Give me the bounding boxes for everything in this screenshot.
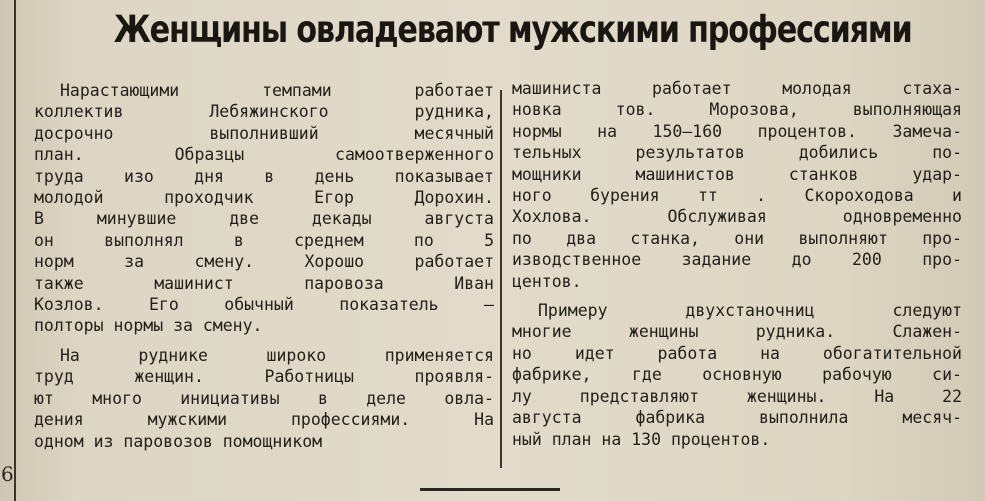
text-line: по два станка, они выполняют про-: [512, 228, 962, 248]
text-line: новка тов. Морозова, выполняющая: [512, 100, 962, 120]
page-edge-rule: [14, 0, 16, 501]
text-line: коллектив Лебяжинского рудника,: [34, 102, 494, 122]
text-line: многие женщины рудника. Слажен-: [512, 322, 962, 342]
text-line: ного бурения тт . Скороходова и: [512, 186, 962, 206]
text-line: ют много инициативы в деле овла-: [34, 388, 494, 408]
text-line: норм за смену. Хорошо работает: [34, 252, 494, 272]
text-line: В минувшие две декады августа: [34, 209, 494, 229]
text-line: тельных результатов добились по-: [512, 143, 962, 163]
text-line: машиниста работает молодая стаха-: [512, 79, 962, 98]
article-column-right: [512, 78, 962, 450]
text-line: мощники машинистов станков удар-: [512, 164, 962, 184]
article-column-left: [34, 80, 494, 452]
text-line: труда изо дня в день показывает: [34, 166, 494, 186]
text-line: молодой проходчик Егор Дорохин.: [34, 188, 494, 208]
text-line: полторы нормы за смену.: [34, 316, 263, 336]
text-line: лу представляют женщины. На 22: [512, 386, 962, 406]
paragraph-gap: [512, 292, 962, 300]
text-line: нормы на 150—160 процентов. Замеча-: [512, 121, 962, 141]
text-line: изводственное задание до 200 про-: [512, 250, 962, 270]
text-line: Нарастающими темпами работает: [60, 81, 494, 100]
text-line: ный план на 130 процентов.: [512, 429, 771, 449]
text-line: Примеру двухстаночниц следуют: [538, 301, 962, 321]
text-line: Хохлова. Обслуживая одновременно: [512, 207, 962, 227]
text-line: На руднике широко применяется: [60, 345, 494, 365]
text-line: августа фабрика выполнила месяч-: [512, 408, 962, 428]
text-line: Козлов. Его обычный показатель —: [34, 295, 494, 315]
text-line: труд женщин. Работницы проявля-: [34, 367, 494, 387]
paragraph-gap: [34, 337, 494, 345]
text-line: досрочно выполнивший месячный: [34, 123, 494, 143]
column-divider: [500, 90, 502, 468]
article-end-rule: [420, 488, 560, 491]
text-line: центов.: [512, 271, 582, 291]
margin-mark: 6: [1, 462, 14, 486]
text-line: фабрике, где основную рабочую си-: [512, 365, 962, 385]
text-line: но идет работа на обогатительной: [512, 343, 962, 363]
article-headline: Женщины овладевают мужскими профессиями: [113, 8, 912, 51]
text-line: план. Образцы самоотверженного: [34, 145, 494, 165]
text-line: он выполнял в среднем по 5: [34, 230, 494, 250]
text-line: одном из паровозов помощником: [34, 431, 323, 451]
text-line: дения мужскими профессиями. На: [34, 410, 494, 430]
text-line: также машинист паровоза Иван: [34, 273, 494, 293]
